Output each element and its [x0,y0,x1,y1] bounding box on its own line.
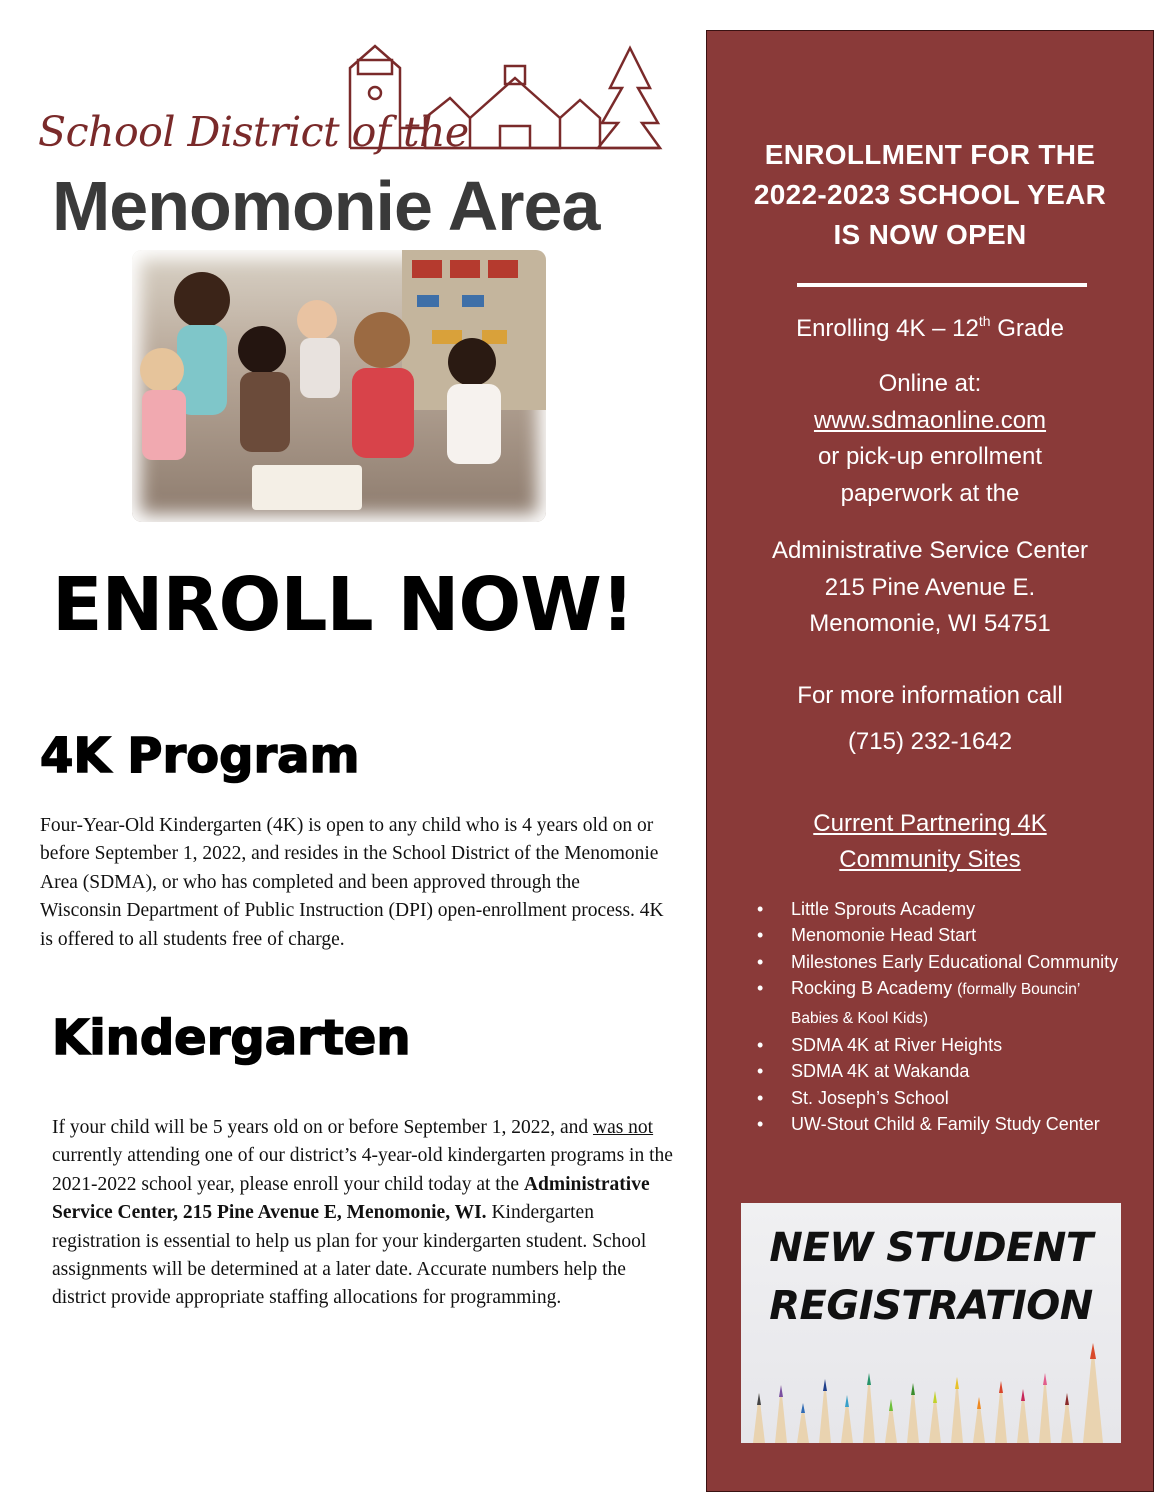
pickup-line: paperwork at the [840,479,1020,507]
kindergarten-body-part-1: If your child will be 5 years old on or before September 1, 2022, and [52,1117,593,1138]
list-item [755,975,1150,1032]
grade-prefix: Enrolling 4K – 12 [796,315,979,342]
partner-sites-list [755,896,1150,1138]
kindergarten-body-underlined: was not [592,1117,654,1138]
program-4k-heading: 4K Program [40,728,360,784]
logo-main-text: Menomonie Area [52,167,600,245]
kindergarten-body-part-2: currently attending one of our district’s 4-year-old kindergarten programs in the 2021-2022 school year, please enroll your child today at the [52,1145,673,1195]
logo-script-text: School District of the [38,108,469,156]
kindergarten-body-bold-address: Administrative Service Center, 215 Pine Avenue E, Menomonie, WI. [52,1173,650,1224]
list-item: • Menomonie Head Start [755,922,1150,948]
partners-heading-line: Current Partnering 4K [813,810,1047,837]
pickup-line: or pick-up enrollment [817,443,1043,470]
website-link[interactable]: www.sdmaonline.com [813,406,1047,434]
registration-text [741,1219,1121,1335]
divider [797,283,1087,287]
enroll-now-headline: ENROLL NOW! [52,562,634,648]
grade-suffix: Grade [990,315,1064,342]
phone-number[interactable]: (715) 232-1642 [847,728,1013,755]
list-item: • SDMA 4K at River Heights [755,1032,1150,1058]
enrollment-title-line: IS NOW OPEN [833,219,1027,250]
registration-line: REGISTRATION [769,1283,1093,1329]
grade-superscript: th [978,313,991,329]
address-line: 215 Pine Avenue E. [824,573,1036,601]
program-4k-body: Four-Year-Old Kindergarten (4K) is open to any child who is 4 years old on or before September 1, 2022, and resides in the School District of the Menomonie Area (SDMA), or who has completed and been approved through the Wisconsin Department of Public Instruction (DPI) open-enrollment process. 4K is offered to all students free of charge. [40,815,664,950]
address-line: Administrative Service Center [771,537,1089,564]
list-item: • SDMA 4K at Wakanda [755,1058,1150,1084]
site-note: Babies & Kool Kids) [791,1009,928,1027]
site-name: Rocking B Academy [791,978,953,999]
site-note: (formally Bouncin’ [957,981,1081,999]
address-block [707,533,1153,643]
children-reading-photo [132,250,546,522]
list-item: • Little Sprouts Academy [755,896,1150,922]
list-item: • Milestones Early Educational Community [755,949,1150,975]
grade-range [707,303,1153,348]
address-line: Menomonie, WI 54751 [809,610,1051,637]
enrollment-title [707,135,1153,255]
partners-heading [707,806,1153,878]
enrollment-title-line: ENROLLMENT FOR THE [764,139,1096,170]
district-logo [30,38,670,245]
enrollment-title-line: 2022-2023 SCHOOL YEAR [753,179,1107,210]
kindergarten-heading: Kindergarten [52,1010,411,1066]
list-item: • St. Joseph’s School [755,1085,1150,1111]
colored-pencils-icon [741,1333,1121,1443]
registration-line: NEW STUDENT [769,1225,1093,1271]
online-info [707,366,1153,512]
new-student-registration-image [741,1203,1121,1443]
kindergarten-body-part-3: Kindergarten registration is essential to help us plan for your kindergarten student. School assignments will be determined at a later date. Accurate numbers help the district provide appropriate staffing allocations for programming. [52,1202,647,1309]
kindergarten-body [52,1114,684,1313]
partners-heading-line: Community Sites [839,846,1021,873]
enrollment-info-panel [706,30,1154,1492]
online-label: Online at: [878,370,982,397]
info-label: For more information call [797,682,1063,709]
list-item: • UW-Stout Child & Family Study Center [755,1111,1150,1137]
